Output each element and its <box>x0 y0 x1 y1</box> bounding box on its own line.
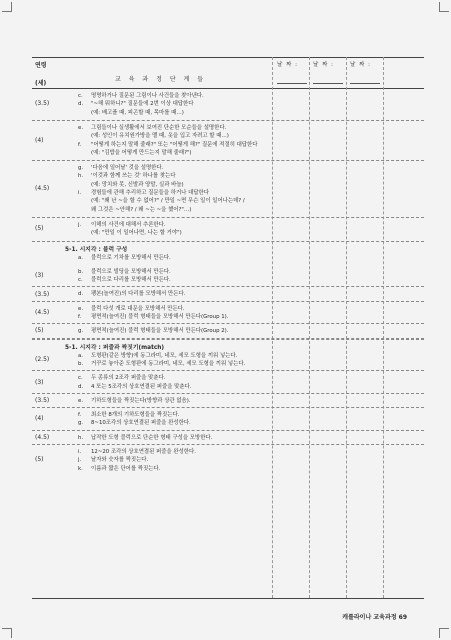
curriculum-item <box>78 411 179 419</box>
curriculum-item <box>78 276 171 284</box>
item-text: 12~20 조각의 상호연결된 퍼즐을 완성한다. <box>91 449 196 455</box>
item-letter: g. <box>78 328 84 335</box>
row-divider <box>32 241 424 242</box>
item-letter: b. <box>78 360 84 367</box>
curriculum-item <box>78 434 212 442</box>
crop-mark <box>439 628 449 638</box>
item-letter: a. <box>78 254 84 261</box>
row-divider <box>32 323 424 324</box>
item-text: 도형판(같은 방향)에 동그라미, 네모, 세모 도형을 끼워 넣는다. <box>91 352 238 359</box>
date-label-1: 날 짜 : <box>277 62 298 68</box>
age-range: (5) <box>35 225 44 233</box>
item-text: 두 종류의 2조각 퍼즐을 맞춘다. <box>91 375 166 382</box>
curriculum-item <box>78 352 237 360</box>
age-range: (3) <box>35 272 44 280</box>
curriculum-item <box>78 254 171 262</box>
age-range: (3.5) <box>35 100 50 108</box>
item-letter: j. <box>78 457 82 464</box>
item-letter: f. <box>78 314 82 320</box>
item-letter: e. <box>78 124 84 131</box>
curriculum-item <box>78 327 228 335</box>
item-letter: i. <box>78 449 82 455</box>
crop-mark <box>439 2 449 12</box>
item-text: 경험들에 관해 추리하고 질문들을 하거나 대답한다 <box>91 190 209 196</box>
item-letter: c. <box>78 375 83 382</box>
item-letter: k. <box>78 465 83 472</box>
column-divider <box>272 57 273 598</box>
item-text: 이름과 짧은 단어를 짝짓는다. <box>91 465 161 472</box>
column-divider <box>346 57 347 598</box>
item-text: 낱자와 숫자를 짝짓는다. <box>91 457 149 464</box>
row-divider <box>32 160 424 161</box>
item-example: (예: 배고플 때, 피곤할 때, 목마를 때…) <box>91 109 184 116</box>
item-letter: h. <box>78 173 84 180</box>
section-title: 5-1. 시지각 : 블럭 구성 <box>65 246 128 253</box>
item-letter: d. <box>78 383 84 390</box>
curriculum-item <box>78 172 175 180</box>
item-text: '이것과 함께 쓰는 것' 하나를 찾는다 <box>91 173 176 180</box>
row-divider <box>32 301 424 302</box>
item-text: 블럭으로 기차를 모방해서 만든다. <box>91 254 171 261</box>
date-field-3[interactable] <box>350 83 380 84</box>
date-field-1[interactable] <box>277 83 307 84</box>
age-range: (3) <box>35 378 44 386</box>
curriculum-item <box>78 419 191 427</box>
item-text: 블럭으로 빌딩을 모방해서 만든다. <box>91 268 171 275</box>
item-text: 블럭 다섯 개로 대문을 모방해서 만든다. <box>91 305 185 312</box>
age-range: (5) <box>35 456 44 464</box>
curriculum-item <box>78 164 163 172</box>
age-range: (4) <box>35 415 44 423</box>
age-range: (4) <box>35 136 44 144</box>
curriculum-item <box>78 448 196 456</box>
age-range: (2.5) <box>35 355 50 363</box>
item-letter: i. <box>78 190 82 196</box>
item-text: 평면적(늘여진) 블럭 형태들을 모방해서 만든다(Group 1). <box>91 314 229 320</box>
item-text: 4 또는 5조각의 상호연결된 퍼즐을 맞춘다. <box>91 383 192 390</box>
crop-mark <box>2 2 12 12</box>
row-divider <box>32 393 424 394</box>
age-range: (3.5) <box>35 396 50 404</box>
row-divider <box>32 444 424 445</box>
date-label-3: 날 짜 : <box>350 62 371 68</box>
item-example: (예: "왜 난 ~을 할 수 없어?" / 만일 ~면 무슨 일이 일어나는데? / <box>91 198 245 205</box>
curriculum-item <box>78 360 245 368</box>
item-text: 팽본(늘여진)의 다리를 모방해서 만든다. <box>91 291 186 298</box>
curriculum-item <box>78 383 191 391</box>
item-letter: b. <box>78 268 84 275</box>
crop-mark <box>2 628 12 638</box>
item-text: 평면적(늘여진) 블럭 형태들을 모방해서 만든다(Group 2). <box>91 328 229 335</box>
row-divider <box>32 407 424 408</box>
age-range: (5) <box>35 327 44 335</box>
curriculum-title: 교 육 과 정 단 계 들 <box>115 76 207 83</box>
item-text: 블럭으로 다리를 모방해서 만든다. <box>91 277 171 284</box>
row-divider <box>32 286 424 287</box>
age-range: (4.5) <box>35 185 50 192</box>
item-letter: f. <box>78 412 82 419</box>
item-example: (예: 성인이 유치원가방을 맬 때, 옷을 입고 자려고 할 때…) <box>91 133 229 140</box>
curriculum-item <box>78 189 209 197</box>
curriculum-item <box>78 305 185 313</box>
row-divider <box>32 370 424 371</box>
item-letter: e. <box>78 397 84 404</box>
page-footer: 캐롤라이나 교육과정 69 <box>342 614 407 621</box>
item-text: 납작한 도형 블럭으로 단순한 형태 구성을 모방한다. <box>91 434 213 441</box>
curriculum-item <box>78 268 171 276</box>
date-label-2: 날 짜 : <box>313 62 334 68</box>
item-text: 명명하거나 질문된 그림이나 사건들을 찾아낸다. <box>91 93 204 99</box>
item-letter: h. <box>78 434 84 441</box>
item-text: 이해의 사건에 대해서 추론한다. <box>91 221 166 228</box>
curriculum-item <box>78 465 160 473</box>
item-example: (예: "김밥을 어떻게 만드는지 말해 줄래?") <box>91 149 192 156</box>
section-title: 5-1. 시지각 : 퍼즐과 짝짓기(match) <box>65 344 165 351</box>
column-divider <box>383 57 384 598</box>
item-letter: c. <box>78 277 83 284</box>
item-letter: g. <box>78 420 84 427</box>
item-text: "어떻게 하는지 말해 줄래?" 또는 "어떻게 해?" 질문에 적절히 대답한다 <box>91 141 258 148</box>
item-letter: e. <box>78 305 84 312</box>
curriculum-item <box>78 290 185 298</box>
item-example: (예: 망치와 못, 신발과 양말, 실과 바늘) <box>91 181 184 188</box>
item-letter: c. <box>78 93 83 99</box>
curriculum-item <box>78 141 257 149</box>
curriculum-item <box>78 221 166 229</box>
curriculum-item <box>78 92 204 100</box>
item-letter: g. <box>78 165 84 172</box>
age-range: (4.5) <box>35 433 50 441</box>
row-divider <box>32 120 424 121</box>
age-range: (4.5) <box>35 309 50 316</box>
item-text: 8~10조각의 상호연결된 퍼즐을 완성한다. <box>91 420 191 427</box>
curriculum-item <box>78 313 228 321</box>
row-divider <box>32 217 424 218</box>
curriculum-item <box>78 456 148 464</box>
curriculum-item <box>78 374 166 382</box>
column-divider <box>309 57 310 598</box>
item-letter: a. <box>78 352 84 359</box>
item-letter: d. <box>78 101 84 108</box>
item-text: 그림들이나 실생활에서 보여진 단순한 모순들을 설명한다. <box>91 124 227 131</box>
age-range: (3.5) <box>35 290 50 298</box>
item-text: '다음에 일어날' 것을 설명한다. <box>91 165 164 172</box>
date-field-2[interactable] <box>313 83 343 84</box>
item-text: 기하도형들을 짝짓는다(방향과 상관 없음). <box>91 397 191 404</box>
item-letter: d. <box>78 291 84 298</box>
table-top-border <box>32 57 424 58</box>
curriculum-item <box>78 124 226 132</box>
item-example: 왜 그것은 ~안해? / 왜 ~는 ~을 했어?"…) <box>91 206 192 213</box>
item-text: 최소한 8개의 기하도형들을 짝짓는다. <box>91 412 180 419</box>
age-unit: (세) <box>35 80 47 87</box>
curriculum-item <box>78 397 191 405</box>
item-letter: j. <box>78 221 82 228</box>
item-text: "~해 뭐하니?" 질문들에 2번 이상 대답한다 <box>91 101 194 108</box>
curriculum-item <box>78 100 193 108</box>
item-text: 거꾸로 놓아준 도형판에 동그라미, 네모, 세모 도형을 끼워 넣는다. <box>91 360 246 367</box>
item-example: (예: "만일 이 일어나면, 나는 할 거야") <box>91 230 182 237</box>
header-bottom-border <box>32 88 424 89</box>
row-divider <box>32 339 424 340</box>
table-bottom-border <box>32 598 424 599</box>
item-letter: f. <box>78 141 82 148</box>
row-divider <box>32 430 424 431</box>
age-header: 연령 <box>35 62 47 69</box>
